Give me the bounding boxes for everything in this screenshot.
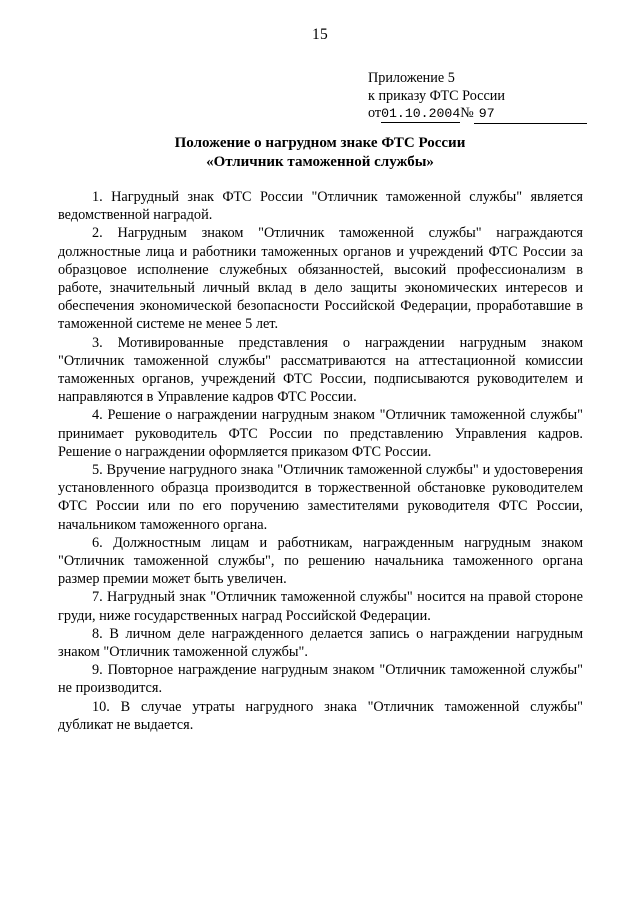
document-body bbox=[58, 188, 583, 734]
appendix-line: Приложение 5 bbox=[368, 70, 455, 86]
body-paragraph: 1. Нагрудный знак ФТС России "Отличник таможенной службы" является ведомственной наградой. bbox=[58, 189, 583, 224]
body-paragraph: 8. В личном деле награжденного делается запись о награждении нагрудным знаком "Отличник таможенной службы". bbox=[58, 625, 583, 661]
page-title-line-2: «Отличник таможенной службы» bbox=[206, 153, 434, 170]
page-number: 15 bbox=[312, 26, 328, 43]
order-number-value: 97 bbox=[474, 105, 587, 124]
body-paragraph: 4. Решение о награждении нагрудным знаком "Отличник таможенной службы" принимает руководитель ФТС России по представлению Управления кадров. Решение о награждении оформляется приказом ФТС России. bbox=[58, 407, 583, 460]
body-paragraph: 2. Нагрудным знаком "Отличник таможенной службы" награждаются должностные лица и работники таможенных органов и учреждений ФТС России за образцовое исполнение служебных обязанностей, высокий профессионализм в работе, значительный личный вклад в дело защиты экономических интересов и обеспечения экономической безопасности Российской Федерации, проработавшие в таможенной системе не менее 5 лет. bbox=[58, 225, 583, 333]
body-paragraph: 7. Нагрудный знак "Отличник таможенной службы" носится на правой стороне груди, ниже государственных наград Российской Федерации. bbox=[58, 589, 583, 624]
page-title-line-1: Положение о нагрудном знаке ФТС России bbox=[174, 135, 466, 151]
order-date-number-line bbox=[368, 105, 593, 124]
body-paragraph: 10. В случае утраты нагрудного знака "Отличник таможенной службы" дубликат не выдается. bbox=[58, 698, 583, 733]
approval-header-block bbox=[368, 70, 593, 124]
number-sign: № bbox=[460, 105, 474, 121]
body-paragraph: 5. Вручение нагрудного знака "Отличник таможенной службы" и удостоверения установленного образца производится в торжественной обстановке руководителем ФТС России или по его поручению заместителями руководителя ФТС России, начальником таможенного органа. bbox=[58, 462, 583, 533]
body-paragraph: 3. Мотивированные представления о награждении нагрудным знаком "Отличник таможенной службы" рассматриваются на аттестационной комиссии таможенных органов, учреждений ФТС России, подписываются руководителем и направляются в Управление кадров ФТС России. bbox=[58, 334, 583, 406]
page-title bbox=[58, 134, 582, 171]
date-label: от bbox=[368, 105, 382, 121]
order-date-value: 01.10.2004 bbox=[381, 106, 461, 121]
order-reference-line: к приказу ФТС России bbox=[368, 87, 505, 104]
body-paragraph: 9. Повторное награждение нагрудным знаком "Отличник таможенной службы" не производится. bbox=[58, 662, 583, 697]
body-paragraph: 6. Должностным лицам и работникам, награжденным нагрудным знаком "Отличник таможенной службы", по решению начальника таможенного органа размер премии может быть увеличен. bbox=[58, 534, 583, 588]
